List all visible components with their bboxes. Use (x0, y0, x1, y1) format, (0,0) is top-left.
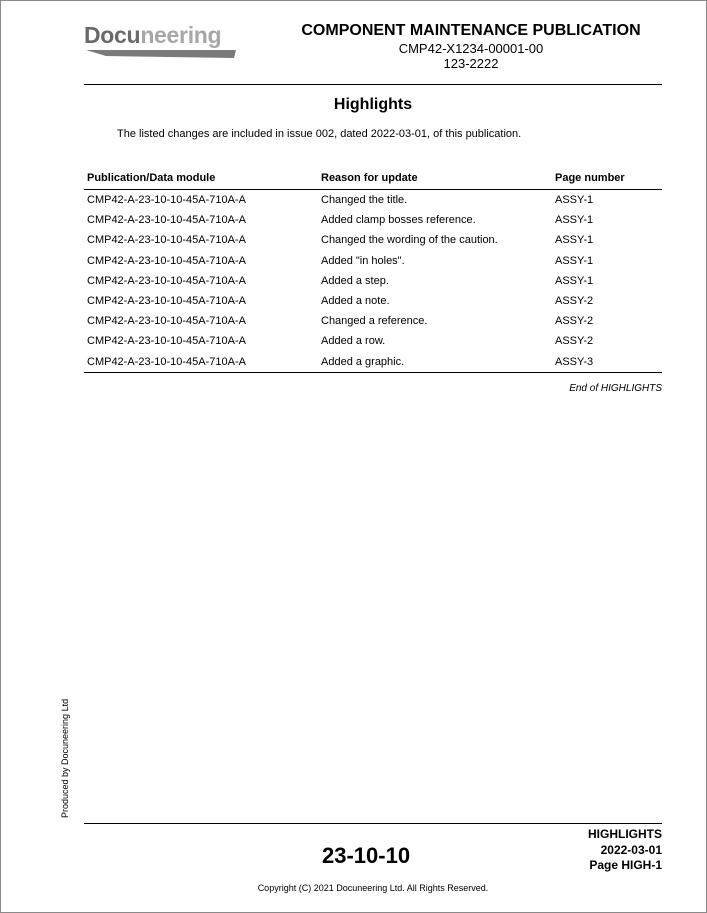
table-row (84, 352, 662, 373)
cell-page: ASSY-1 (555, 254, 594, 267)
cell-reason: Added a note. (321, 295, 390, 308)
publication-code: CMP42-X1234-00001-00 (398, 41, 544, 56)
changes-table (84, 168, 662, 373)
cell-reason: Changed the title. (321, 194, 408, 207)
page-title: Highlights (333, 96, 413, 113)
logo-text-part2: neering (140, 22, 222, 48)
cell-publication: CMP42-A-23-10-10-45A-710A-A (84, 352, 318, 373)
table-row (84, 271, 662, 291)
cell-page: ASSY-2 (555, 335, 594, 348)
cell-page: ASSY-1 (555, 274, 594, 287)
table-row (84, 251, 662, 271)
cell-page: ASSY-1 (555, 214, 594, 227)
table-header-row (84, 168, 662, 190)
logo-swoosh-icon (86, 50, 236, 58)
table-row (84, 230, 662, 250)
column-header-reason: Reason for update (318, 168, 552, 190)
cell-publication: CMP42-A-23-10-10-45A-710A-A (87, 274, 246, 287)
cell-reason: Added a graphic. (318, 352, 552, 373)
table-row (84, 291, 662, 311)
footer-section: HIGHLIGHTS (588, 827, 662, 841)
footer-divider (84, 823, 662, 824)
table-row (84, 190, 662, 211)
publication-header (290, 21, 652, 71)
cell-reason: Added a step. (321, 274, 389, 287)
table-row (84, 331, 662, 351)
produced-by-label: Produced by Docuneering Ltd (60, 698, 70, 818)
copyright-notice: Copyright (C) 2021 Docuneering Ltd. All Rights Reserved. (257, 883, 489, 893)
table-row (84, 210, 662, 230)
cell-publication: CMP42-A-23-10-10-45A-710A-A (87, 194, 246, 207)
cell-page: ASSY-2 (555, 315, 594, 328)
column-header-publication: Publication/Data module (84, 168, 318, 190)
cell-publication: CMP42-A-23-10-10-45A-710A-A (87, 214, 246, 227)
intro-text: The listed changes are included in issue 002, dated 2022-03-01, of this publication. (117, 128, 522, 140)
cell-publication: CMP42-A-23-10-10-45A-710A-A (87, 295, 246, 308)
cell-publication: CMP42-A-23-10-10-45A-710A-A (87, 315, 246, 328)
cell-reason: Changed the wording of the caution. (321, 234, 498, 247)
cell-publication: CMP42-A-23-10-10-45A-710A-A (87, 254, 246, 267)
cell-publication: CMP42-A-23-10-10-45A-710A-A (87, 234, 246, 247)
cell-page: ASSY-3 (552, 352, 662, 373)
company-logo (84, 22, 244, 60)
cell-reason: Changed a reference. (321, 315, 428, 328)
publication-number: 123-2222 (443, 56, 499, 71)
header-divider (84, 84, 662, 85)
end-of-highlights-note: End of HIGHLIGHTS (569, 383, 662, 394)
table-row (84, 311, 662, 331)
cell-reason: Added "in holes". (321, 254, 405, 267)
cell-page: ASSY-2 (555, 295, 594, 308)
publication-title: COMPONENT MAINTENANCE PUBLICATION (301, 22, 641, 39)
footer-date: 2022-03-01 (600, 842, 662, 857)
logo-text-part1: Docu (84, 22, 141, 48)
cell-page: ASSY-1 (555, 194, 594, 207)
cell-reason: Added a row. (321, 335, 386, 348)
cell-publication: CMP42-A-23-10-10-45A-710A-A (87, 335, 246, 348)
footer-page-info (588, 827, 662, 874)
column-header-page: Page number (552, 168, 662, 190)
cell-page: ASSY-1 (555, 234, 594, 247)
chapter-number: 23-10-10 (322, 843, 411, 868)
footer-page-number: Page HIGH-1 (589, 858, 662, 872)
cell-reason: Added clamp bosses reference. (321, 214, 476, 227)
